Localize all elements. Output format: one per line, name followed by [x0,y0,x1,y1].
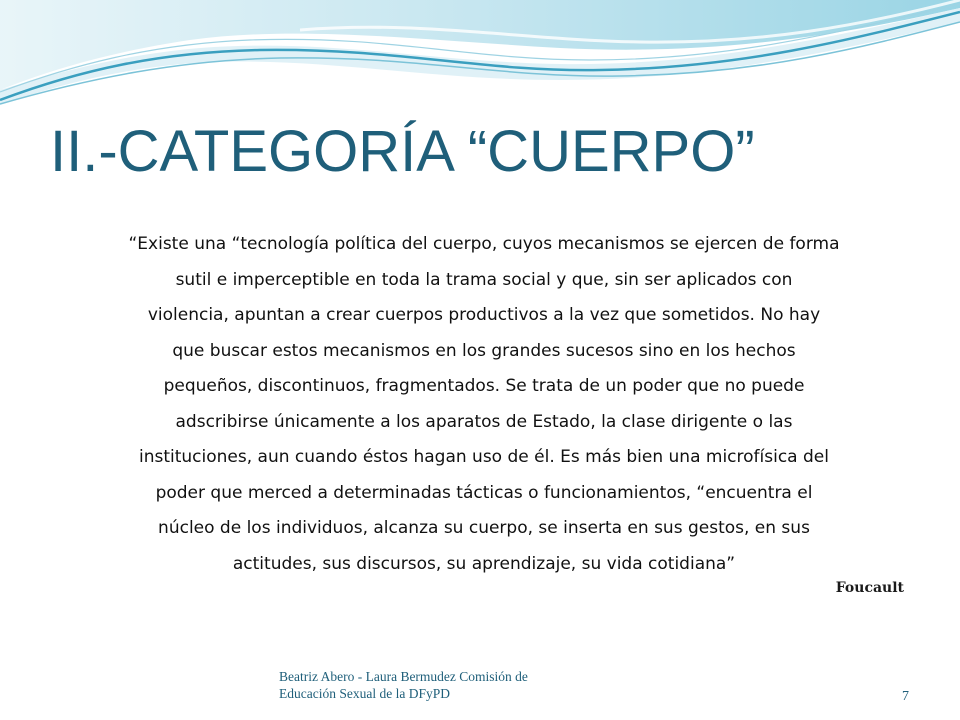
quote-line: poder que merced a determinadas tácticas o funcionamientos, “encuentra el [155,482,813,503]
quote-line: que buscar estos mecanismos en los grandes sucesos sino en los hechos [172,340,796,361]
slide-footer [279,668,619,702]
quote-line: violencia, apuntan a crear cuerpos productivos a la vez que sometidos. No hay [147,305,821,325]
quote-line: instituciones, aun cuando éstos hagan uso de él. Es más bien una microfísica del [139,447,829,467]
quote-author: Foucault [835,580,904,596]
footer-line: Beatriz Abero - Laura Bermudez Comisión de [279,669,528,684]
slide-title: II.-CATEGORÍA “CUERPO” [50,119,755,184]
header-wave-decoration [0,0,960,130]
quote-line: actitudes, sus discursos, su aprendizaje, su vida cotidiana” [232,553,736,574]
quote-line: “Existe una “tecnología política del cuerpo, cuyos mecanismos se ejercen de forma [128,234,840,254]
quote-line: adscribirse únicamente a los aparatos de Estado, la clase dirigente o las [175,411,793,432]
foucault-quote [60,227,908,582]
quote-line: sutil e imperceptible en toda la trama social y que, sin ser aplicados con [175,269,793,290]
quote-line: núcleo de los individuos, alcanza su cuerpo, se inserta en sus gestos, en sus [158,518,810,538]
footer-line: Educación Sexual de la DFyPD [279,686,450,701]
quote-line: pequeños, discontinuos, fragmentados. Se trata de un poder que no puede [163,376,805,396]
page-number: 7 [902,689,909,704]
